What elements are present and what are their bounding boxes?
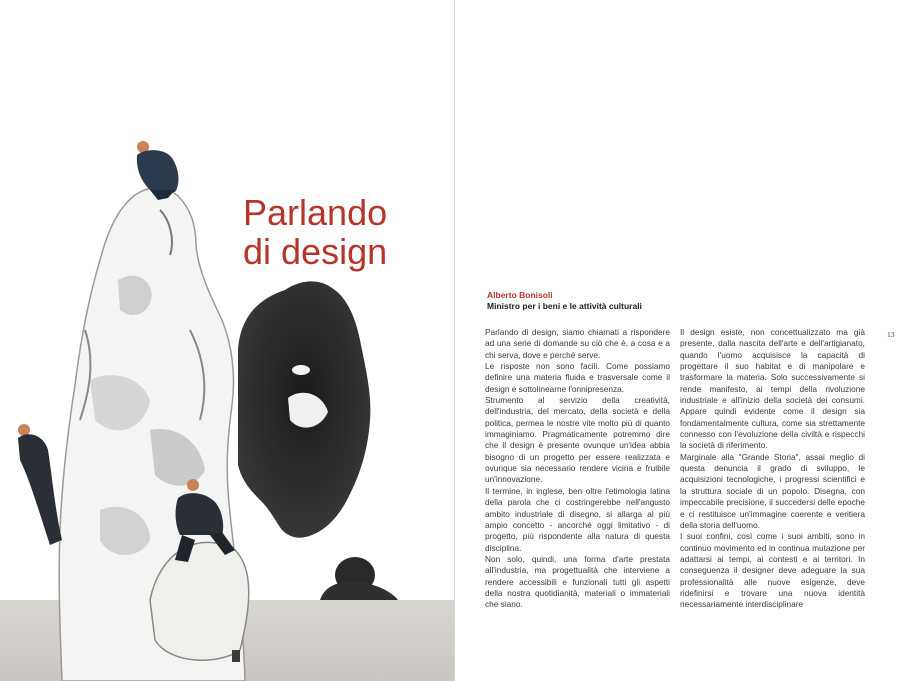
title-line-1: Parlando: [243, 192, 388, 233]
paragraph: Il design esiste, non concettualizzato ma già presente, dalla nascita dell'arte e dell'artigianato, quando l'uomo acquisisce la capacità di progettare il suo habitat e di manipolare e trasformare la materia. Solo successivamente si rende manifesto, ai tempi della rivoluzione industriale e all'inizio della società dei consumi. Appare quindi evidente come il design sia fondamentalmente cultura, come sia strettamente connesso con l'evoluzione della civiltà e rispecchi la società di riferimento.: [680, 327, 865, 451]
paragraph: Il termine, in inglese, ben oltre l'etimologia latina della parola che ci costringerebbe nell'angusto ambito industriale di disegno, si allarga al più ampio concetto - ancorché oggi limitativo - di progetto, più rispondente alla natura di questa disciplina.: [485, 485, 670, 553]
paragraph: I suoi confini, così come i suoi ambiti, sono in continuo movimento ed in continua mutazione per adattarsi ai tempi, ai contesti e ai territori. In conseguenza il designer deve adeguare la sua professionalità alle nuove esigenze, deve ridefinirsi e trovare una nuova identità necessariamente interdisciplinare: [680, 531, 865, 610]
text-column-2: [680, 327, 865, 611]
paragraph: Marginale alla "Grande Storia", assai meglio di questa denuncia il grado di sviluppo, le acquisizioni tecnologiche, i progressi scientifici e la struttura sociale di un popolo. Disegna, con impeccabile precisione, il succedersi delle epoche e ci restituisce un'immagine coerente e veritiera della storia dell'uomo.: [680, 451, 865, 530]
page-title: [243, 193, 387, 271]
text-column-1: [485, 327, 670, 611]
paragraph: Non solo, quindi, una forma d'arte prestata all'industria, ma progettualità che interviene a rendere accessibili e funzionali tutti gli aspetti della nostra quotidianità, materiali o immateriali che siano.: [485, 553, 670, 610]
small-shadow-body: [320, 582, 398, 600]
paragraph: Le risposte non sono facili. Come possiamo definire una materia fluida e trasversale come il design e sottolinearne l'onnipresenza.: [485, 361, 670, 394]
title-line-2: di design: [243, 231, 388, 272]
shadow-hole-1: [292, 365, 310, 375]
small-base: [232, 650, 240, 662]
author-name: Alberto Bonisoli: [487, 290, 553, 300]
page-number: 13: [887, 330, 895, 339]
paragraph: Strumento al servizio della creatività, dell'industria, del mercato, della società e della politica, permea le nostre vite molto più di quanto immaginiamo. Pragmaticamente potremmo dire che il design è presente ovunque un'idea abbia bisogno di un progetto per essere realizzata e ovunque sia necessario rendere vicina e fruibile un'innovazione.: [485, 395, 670, 485]
figure-left: [18, 424, 62, 545]
author-role: Ministro per i beni e le attività culturali: [487, 301, 642, 311]
paragraph: Parlando di design, siamo chiamati a rispondere ad una serie di domande su ciò che è, a cosa e a chi serva, dove e perché serve.: [485, 327, 670, 360]
